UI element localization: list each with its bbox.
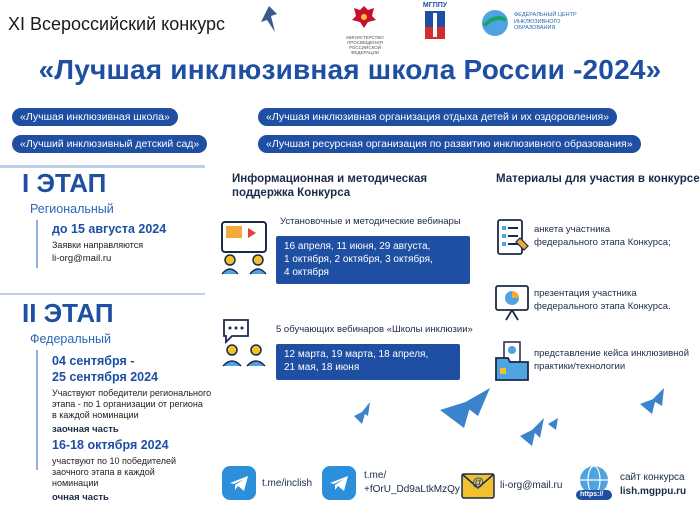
support-title-a: Информационная и методическая (232, 173, 428, 185)
nomination-pill-resource: «Лучшая ресурсная организация по развитию инклюзивного образования» (258, 135, 641, 153)
website-globe-icon[interactable] (574, 464, 614, 504)
material-case-line2: практики/технологии (534, 361, 626, 372)
stage2-part2: очная часть (52, 492, 109, 503)
federal-center-logo (480, 6, 590, 46)
telegram-link-2b[interactable]: +fOrU_Dd9aLtkMzQy (364, 484, 460, 495)
telegram-icon[interactable] (222, 466, 256, 500)
case-folder-icon (494, 340, 530, 382)
school-dates-line1: 12 марта, 19 марта, 18 апреля, (284, 349, 429, 360)
stage2-note1b: этапа - по 1 организации от региона (52, 399, 203, 409)
globe-icon (480, 8, 510, 38)
page-title: «Лучшая инклюзивная школа России -2024» (38, 54, 662, 85)
site-label: сайт конкурса (620, 472, 685, 483)
stage2-dates2: 16-18 октября 2024 (52, 438, 169, 452)
webinars-dates-line1: 16 апреля, 11 июня, 29 августа, (284, 241, 431, 252)
bird-icon (354, 402, 370, 424)
stage1-title: I ЭТАП (22, 168, 107, 198)
material-questionnaire-line1: анкета участника (534, 224, 611, 235)
nomination-pill-kindergarten: «Лучший инклюзивный детский сад» (12, 135, 207, 153)
webinar-icon (218, 220, 270, 276)
mgppu-logo-text: МГППУ (422, 2, 448, 9)
school-webinars-label: 5 обучающих вебинаров «Школы инклюзии» (276, 324, 473, 335)
email-icon[interactable] (460, 466, 496, 502)
webinars-label: Установочные и методические вебинары (280, 216, 461, 227)
federal-center-logo-text: ФЕДЕРАЛЬНЫЙ ЦЕНТР ИНКЛЮЗИВНОГО ОБРАЗОВАНИЯ (514, 12, 577, 31)
material-presentation-line2: федерального этапа Конкурса. (534, 301, 671, 312)
telegram-link-1[interactable]: t.me/inclish (262, 478, 313, 489)
material-case-line1: представление кейса инклюзивной (534, 348, 690, 359)
stage2-dates1b: 25 сентября 2024 (52, 370, 159, 384)
bird-icon (520, 418, 544, 446)
contest-title: XI Всероссийский конкурс (8, 14, 226, 34)
webinars-dates-box (276, 236, 470, 284)
stage2-note1a: Участвуют победители регионального (52, 388, 212, 398)
telegram-plane-icon (222, 466, 256, 500)
site-link[interactable]: lish.mgppu.ru (620, 486, 687, 497)
bird-icon (440, 388, 490, 428)
ministry-logo-text: МИНИСТЕРСТВО ПРОСВЕЩЕНИЯ РОССИЙСКОЙ ФЕДЕРАЦИИ (346, 35, 384, 55)
stage1-level: Региональный (30, 202, 114, 216)
material-presentation-line1: презентация участника (534, 288, 637, 299)
questionnaire-icon (494, 218, 530, 258)
stage2-timeline (36, 350, 38, 470)
stage2-title: II ЭТАП (22, 298, 114, 328)
presentation-icon (494, 282, 530, 322)
stage1-note: Заявки направляются (52, 240, 144, 250)
discussion-icon (220, 316, 270, 368)
conference-logo (257, 4, 327, 44)
stage1-deadline: до 15 августа 2024 (52, 222, 167, 236)
eagle-emblem-icon (352, 4, 376, 30)
stage1-email: li-org@mail.ru (52, 253, 112, 264)
support-title-b: поддержка Конкурса (232, 187, 351, 199)
telegram-icon[interactable] (322, 466, 356, 500)
webinars-dates-line3: 4 октября (284, 267, 329, 278)
mgppu-logo (412, 2, 458, 46)
mgppu-emblem-icon (423, 9, 447, 41)
webinars-dates-line2: 1 октября, 2 октября, 3 октября, (284, 254, 433, 265)
materials-title: Материалы для участия в конкурсе (496, 173, 700, 185)
conference-logo-icon (257, 4, 281, 36)
birds-decoration (340, 380, 700, 460)
https-label: https:// (580, 491, 604, 498)
stage-divider (0, 293, 205, 295)
stage2-note2a: участвуют по 10 победителей (52, 456, 176, 466)
school-dates-line2: 21 мая, 18 июня (284, 362, 360, 373)
ministry-logo (338, 4, 392, 55)
stage2-note2c: номинации (52, 478, 99, 488)
stage2-part1: заочная часть (52, 424, 119, 435)
telegram-link-2a[interactable]: t.me/ (364, 470, 387, 481)
svg-text:@: @ (472, 475, 484, 489)
school-webinars-dates-box (276, 344, 460, 380)
nomination-pill-school: «Лучшая инклюзивная школа» (12, 108, 178, 126)
telegram-plane-icon (322, 466, 356, 500)
stage2-note1c: в каждой номинации (52, 410, 139, 420)
stage2-level: Федеральный (30, 332, 112, 346)
bird-icon (548, 418, 558, 430)
stage2-dates1: 04 сентября - (52, 354, 135, 368)
material-questionnaire-line2: федерального этапа Конкурса; (534, 237, 671, 248)
bird-icon (640, 388, 664, 414)
nomination-pill-recreation: «Лучшая инклюзивная организация отдыха детей и их оздоровления» (258, 108, 617, 126)
stage2-note2b: заочного этапа в каждой (52, 467, 155, 477)
email-link[interactable]: li-org@mail.ru (500, 480, 563, 491)
stage1-timeline (36, 220, 38, 268)
